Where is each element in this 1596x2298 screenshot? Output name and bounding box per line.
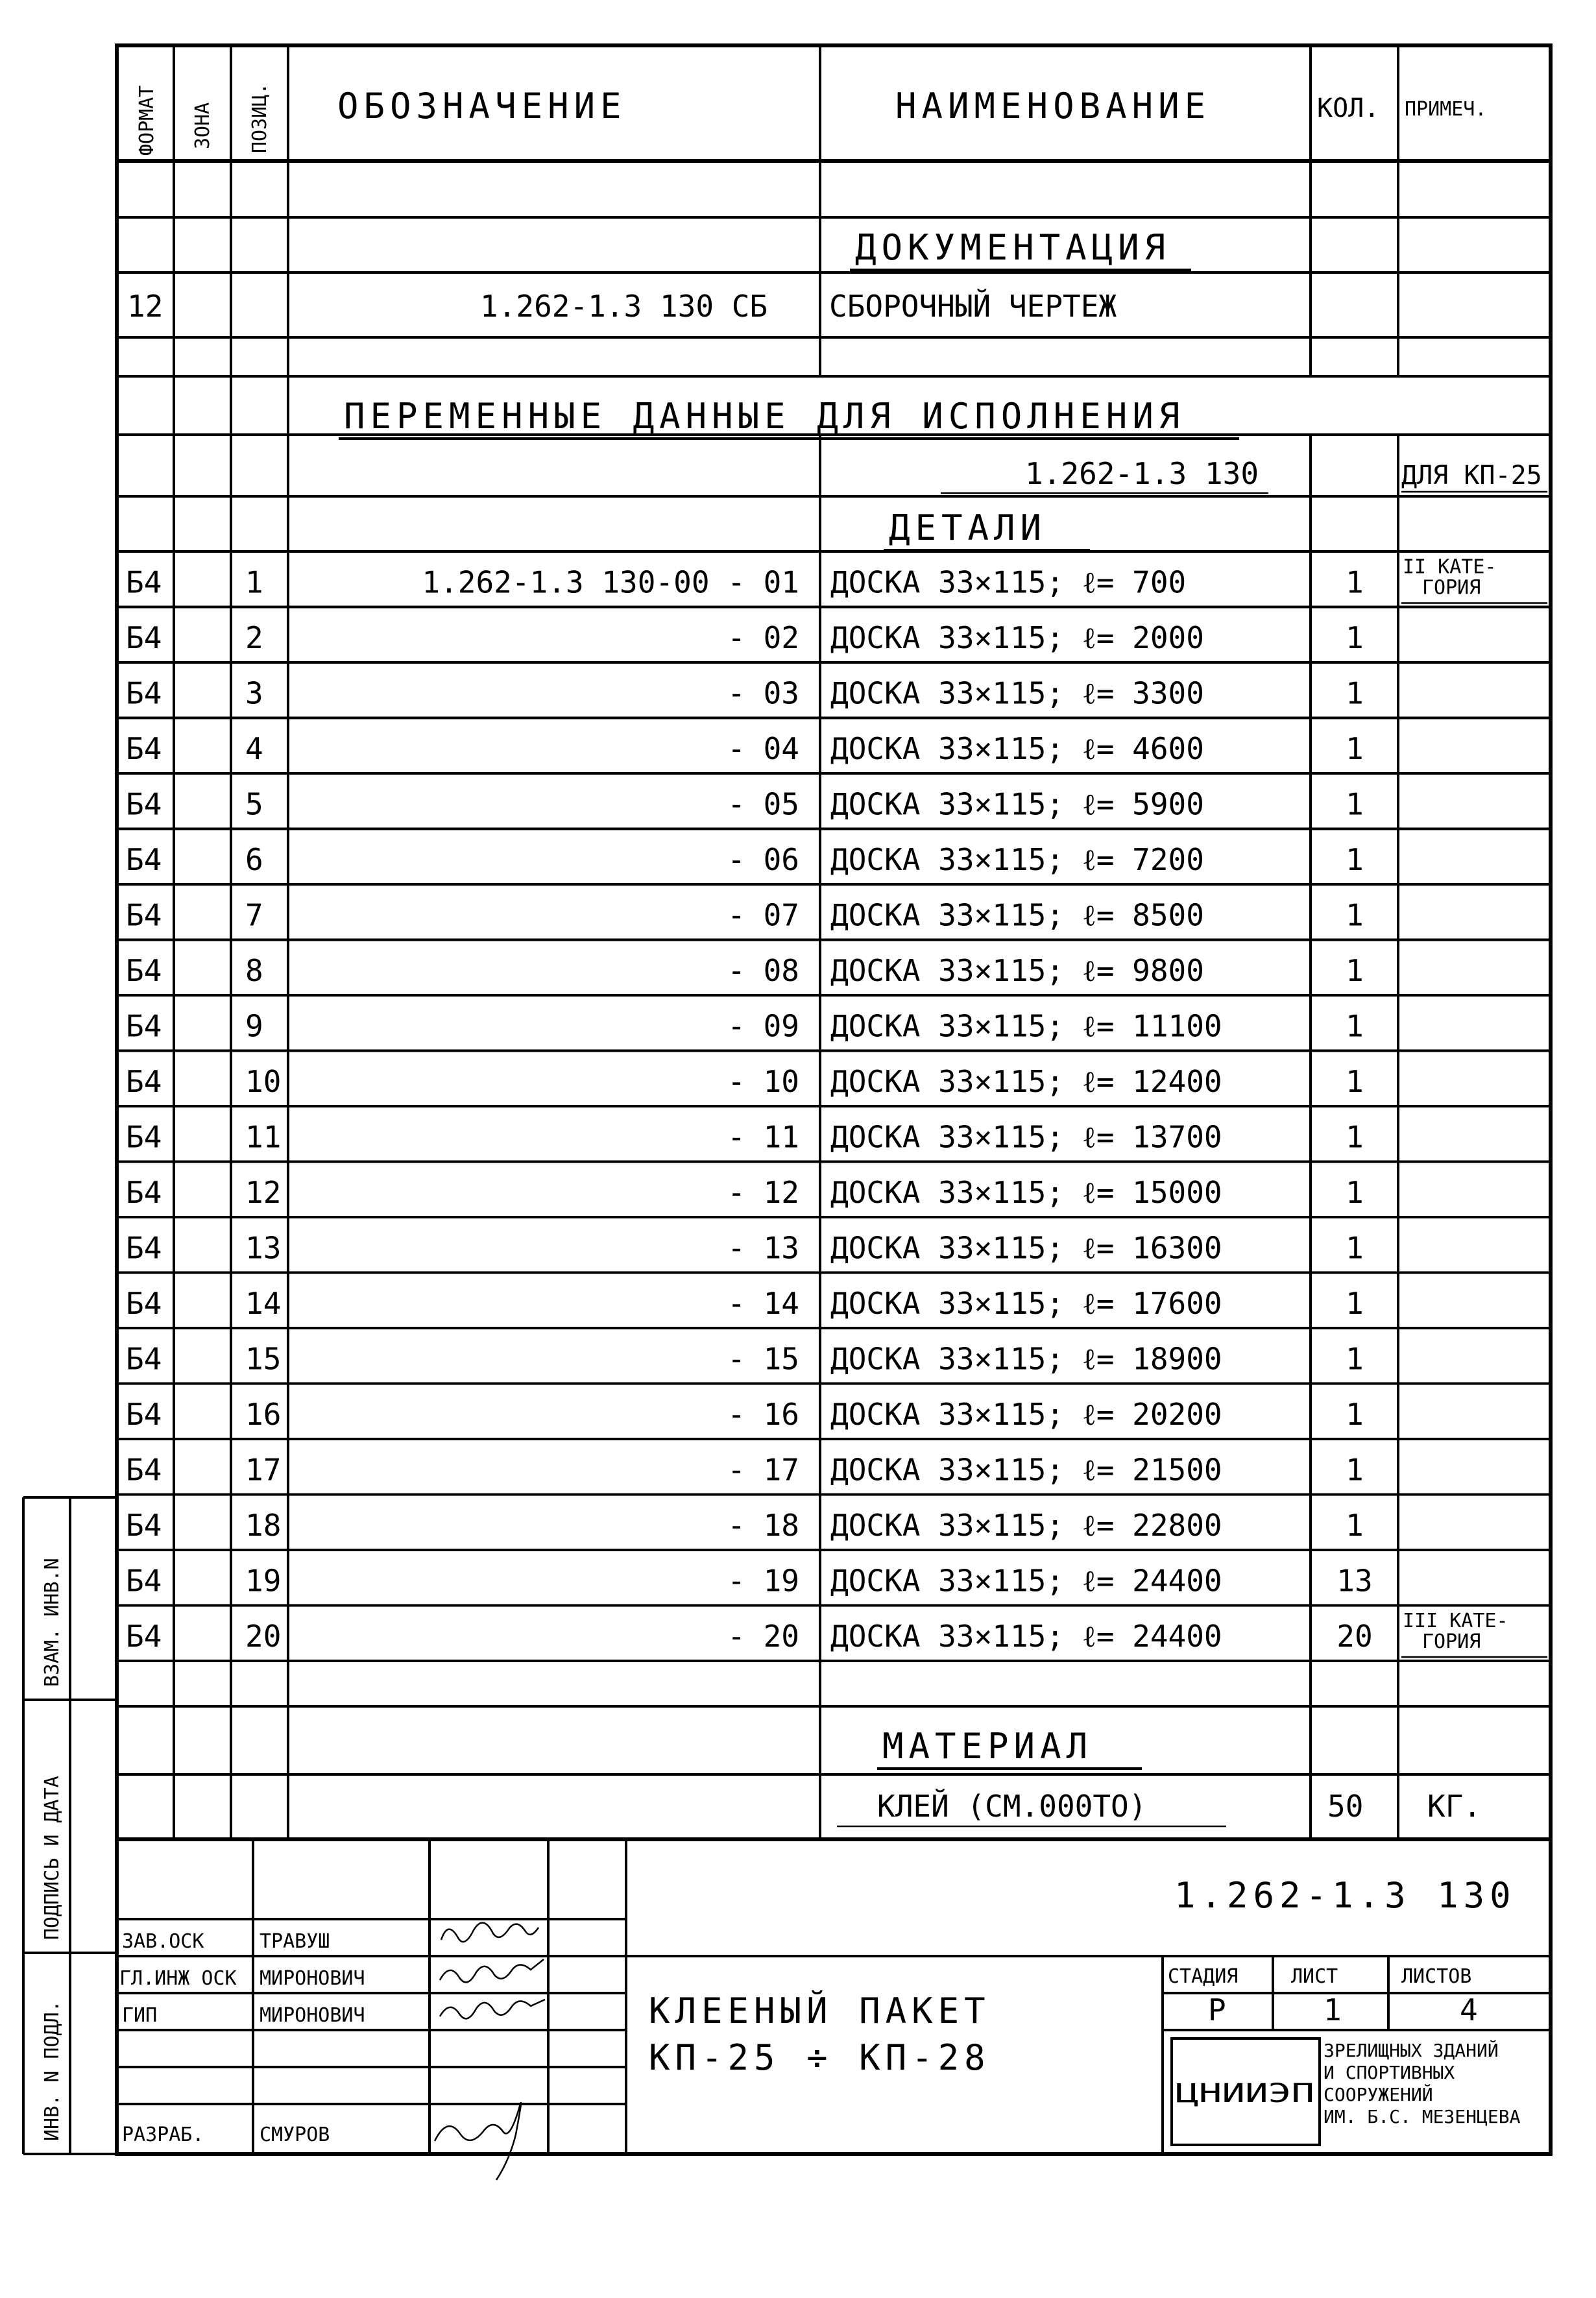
material-note: КГ. (1427, 1789, 1482, 1824)
detail-position: 15 (245, 1341, 282, 1377)
tb-stage: Р (1208, 1992, 1226, 2027)
detail-position: 14 (245, 1286, 282, 1321)
detail-qty: 20 (1336, 1619, 1373, 1654)
detail-qty: 1 (1346, 842, 1364, 877)
detail-designation: - 18 (727, 1508, 799, 1543)
side-vzam-inv: ВЗАМ. ИНВ.N (41, 1558, 64, 1687)
title-doc-code: 1.262-1.3 130 (1174, 1875, 1516, 1916)
detail-format: Б4 (126, 1397, 162, 1432)
side-sign-date: ПОДПИСЬ И ДАТА (41, 1776, 64, 1940)
org-line3: СООРУЖЕНИЙ (1324, 2084, 1433, 2105)
detail-qty: 1 (1346, 786, 1364, 822)
detail-format: Б4 (126, 897, 162, 933)
detail-name: ДОСКА 33×115; ℓ= 4600 (830, 731, 1204, 766)
detail-note-line2: ГОРИЯ (1422, 1630, 1481, 1653)
detail-name: ДОСКА 33×115; ℓ= 24400 (830, 1563, 1222, 1599)
detail-name: ДОСКА 33×115; ℓ= 16300 (830, 1230, 1222, 1266)
tb-name-2: МИРОНОВИЧ (260, 1967, 365, 1990)
tb-sheet: 1 (1324, 1992, 1342, 2027)
detail-name: ДОСКА 33×115; ℓ= 21500 (830, 1452, 1222, 1488)
detail-format: Б4 (126, 786, 162, 822)
detail-designation: - 10 (727, 1064, 799, 1099)
detail-position: 1 (245, 564, 263, 600)
tb-title-line1: КЛЕЕНЫЙ ПАКЕТ (649, 1990, 991, 2031)
detail-designation: - 14 (727, 1286, 799, 1321)
detail-name: ДОСКА 33×115; ℓ= 15000 (830, 1175, 1222, 1210)
detail-designation: - 08 (727, 953, 799, 988)
section-material: МАТЕРИАЛ (882, 1726, 1093, 1767)
detail-name: ДОСКА 33×115; ℓ= 18900 (830, 1341, 1222, 1377)
detail-format: Б4 (126, 1230, 162, 1266)
header-format: ФОРМАТ (136, 85, 158, 156)
detail-format: Б4 (126, 1619, 162, 1654)
detail-qty: 1 (1346, 1119, 1364, 1155)
detail-name: ДОСКА 33×115; ℓ= 7200 (830, 842, 1204, 877)
detail-name: ДОСКА 33×115; ℓ= 12400 (830, 1064, 1222, 1099)
detail-position: 20 (245, 1619, 282, 1654)
detail-format: Б4 (126, 953, 162, 988)
header-zone: ЗОНА (191, 102, 214, 149)
detail-designation: - 09 (727, 1008, 799, 1044)
detail-name: ДОСКА 33×115; ℓ= 22800 (830, 1508, 1222, 1543)
detail-designation: - 06 (727, 842, 799, 877)
doc-designation: 1.262-1.3 130 СБ (480, 289, 768, 324)
detail-name: ДОСКА 33×115; ℓ= 17600 (830, 1286, 1222, 1321)
detail-position: 19 (245, 1563, 282, 1599)
detail-name: ДОСКА 33×115; ℓ= 24400 (830, 1619, 1222, 1654)
variant-designation: 1.262-1.3 130 (1025, 456, 1259, 491)
detail-designation: - 12 (727, 1175, 799, 1210)
tb-name-3: МИРОНОВИЧ (260, 2004, 365, 2027)
section-documentation: ДОКУМЕНТАЦИЯ (855, 227, 1171, 268)
detail-qty: 1 (1346, 1452, 1364, 1488)
detail-qty: 13 (1336, 1563, 1373, 1599)
detail-qty: 1 (1346, 1008, 1364, 1044)
detail-designation: - 11 (727, 1119, 799, 1155)
detail-name: ДОСКА 33×115; ℓ= 20200 (830, 1397, 1222, 1432)
detail-position: 17 (245, 1452, 282, 1488)
header-name: НАИМЕНОВАНИЕ (895, 86, 1211, 127)
detail-name: ДОСКА 33×115; ℓ= 13700 (830, 1119, 1222, 1155)
detail-position: 13 (245, 1230, 282, 1266)
detail-position: 8 (245, 953, 263, 988)
detail-designation: - 16 (727, 1397, 799, 1432)
detail-qty: 1 (1346, 1341, 1364, 1377)
detail-format: Б4 (126, 1563, 162, 1599)
detail-position: 6 (245, 842, 263, 877)
detail-position: 12 (245, 1175, 282, 1210)
detail-name: ДОСКА 33×115; ℓ= 700 (830, 564, 1187, 600)
tb-stage-label: СТАДИЯ (1168, 1965, 1239, 1988)
detail-designation: - 03 (727, 675, 799, 711)
detail-designation: - 17 (727, 1452, 799, 1488)
detail-note-line1: II КАТЕ- (1403, 555, 1497, 579)
detail-format: Б4 (126, 675, 162, 711)
detail-name: ДОСКА 33×115; ℓ= 9800 (830, 953, 1204, 988)
detail-qty: 1 (1346, 897, 1364, 933)
detail-designation: - 15 (727, 1341, 799, 1377)
detail-format: Б4 (126, 1508, 162, 1543)
section-details: ДЕТАЛИ (889, 507, 1047, 548)
detail-position: 18 (245, 1508, 282, 1543)
detail-qty: 1 (1346, 731, 1364, 766)
detail-name: ДОСКА 33×115; ℓ= 3300 (830, 675, 1204, 711)
detail-format: Б4 (126, 1175, 162, 1210)
detail-note-line2: ГОРИЯ (1422, 576, 1481, 599)
detail-format: Б4 (126, 1008, 162, 1044)
detail-position: 7 (245, 897, 263, 933)
detail-position: 3 (245, 675, 263, 711)
detail-position: 16 (245, 1397, 282, 1432)
org-line4: ИМ. Б.С. МЕЗЕНЦЕВА (1324, 2106, 1521, 2127)
detail-qty: 1 (1346, 953, 1364, 988)
detail-qty: 1 (1346, 1397, 1364, 1432)
header-note: ПРИМЕЧ. (1405, 98, 1487, 121)
tb-name-5: СМУРОВ (260, 2123, 330, 2146)
detail-designation: - 19 (727, 1563, 799, 1599)
detail-qty: 1 (1346, 620, 1364, 655)
detail-designation: - 05 (727, 786, 799, 822)
detail-qty: 1 (1346, 1230, 1364, 1266)
detail-format: Б4 (126, 731, 162, 766)
org-line2: И СПОРТИВНЫХ (1324, 2062, 1455, 2083)
header-position: ПОЗИЦ. (248, 82, 271, 153)
detail-position: 11 (245, 1119, 282, 1155)
detail-position: 5 (245, 786, 263, 822)
detail-position: 2 (245, 620, 263, 655)
detail-designation: - 02 (727, 620, 799, 655)
detail-name: ДОСКА 33×115; ℓ= 8500 (830, 897, 1204, 933)
detail-format: Б4 (126, 1064, 162, 1099)
tb-title-line2: КП-25 ÷ КП-28 (649, 2037, 991, 2078)
material-qty: 50 (1327, 1789, 1364, 1824)
detail-designation: - 07 (727, 897, 799, 933)
title-block (117, 1839, 1551, 2180)
detail-name: ДОСКА 33×115; ℓ= 5900 (830, 786, 1204, 822)
doc-name: СБОРОЧНЫЙ ЧЕРТЕЖ (829, 289, 1117, 324)
tb-role-3: ГИП (122, 2004, 158, 2027)
signature-mironovich-2 (440, 2000, 545, 2018)
tb-sheets-label: ЛИСТОВ (1401, 1965, 1472, 1988)
side-inv-podl: ИНВ. N ПОДЛ. (41, 2000, 64, 2141)
detail-format: Б4 (126, 842, 162, 877)
detail-qty: 1 (1346, 564, 1364, 600)
doc-format: 12 (127, 289, 163, 324)
detail-qty: 1 (1346, 1286, 1364, 1321)
side-stamp (23, 1497, 117, 2154)
org-line1: ЗРЕЛИЩНЫХ ЗДАНИЙ (1324, 2040, 1499, 2061)
detail-position: 10 (245, 1064, 282, 1099)
tb-name-1: ТРАВУШ (260, 1930, 330, 1953)
detail-position: 9 (245, 1008, 263, 1044)
detail-qty: 1 (1346, 1175, 1364, 1210)
detail-name: ДОСКА 33×115; ℓ= 2000 (830, 620, 1204, 655)
tb-role-5: РАЗРАБ. (122, 2123, 204, 2146)
detail-qty: 1 (1346, 1508, 1364, 1543)
section-variable-data: ПЕРЕМЕННЫЕ ДАННЫЕ ДЛЯ ИСПОЛНЕНИЯ (344, 396, 1185, 437)
detail-note-line1: III КАТЕ- (1403, 1610, 1508, 1632)
detail-format: Б4 (126, 620, 162, 655)
detail-format: Б4 (126, 1452, 162, 1488)
detail-designation: - 04 (727, 731, 799, 766)
header-designation: ОБОЗНАЧЕНИЕ (337, 86, 627, 127)
material-name: КЛЕЙ (СМ.000ТО) (877, 1789, 1147, 1824)
signature-travush (441, 1923, 538, 1942)
detail-designation: - 13 (727, 1230, 799, 1266)
tb-sheets: 4 (1460, 1992, 1478, 2027)
detail-qty: 1 (1346, 675, 1364, 711)
header-qty: КОЛ. (1317, 93, 1380, 123)
detail-format: Б4 (126, 1341, 162, 1377)
variant-note: ДЛЯ КП-25 (1401, 461, 1542, 490)
detail-designation: - 20 (727, 1619, 799, 1654)
tb-role-2: ГЛ.ИНЖ ОСК (119, 1967, 237, 1990)
signature-smurov (435, 2103, 521, 2180)
tb-sheet-label: ЛИСТ (1291, 1965, 1338, 1988)
signature-mironovich-1 (440, 1959, 544, 1982)
detail-qty: 1 (1346, 1064, 1364, 1099)
detail-format: Б4 (126, 1119, 162, 1155)
detail-designation: 1.262-1.3 130-00 - 01 (422, 564, 799, 600)
detail-position: 4 (245, 731, 263, 766)
org-logo: ЦНИИЭП (1176, 2079, 1314, 2109)
detail-format: Б4 (126, 564, 162, 600)
detail-format: Б4 (126, 1286, 162, 1321)
tb-role-1: ЗАВ.ОСК (122, 1930, 204, 1953)
detail-name: ДОСКА 33×115; ℓ= 11100 (830, 1008, 1222, 1044)
